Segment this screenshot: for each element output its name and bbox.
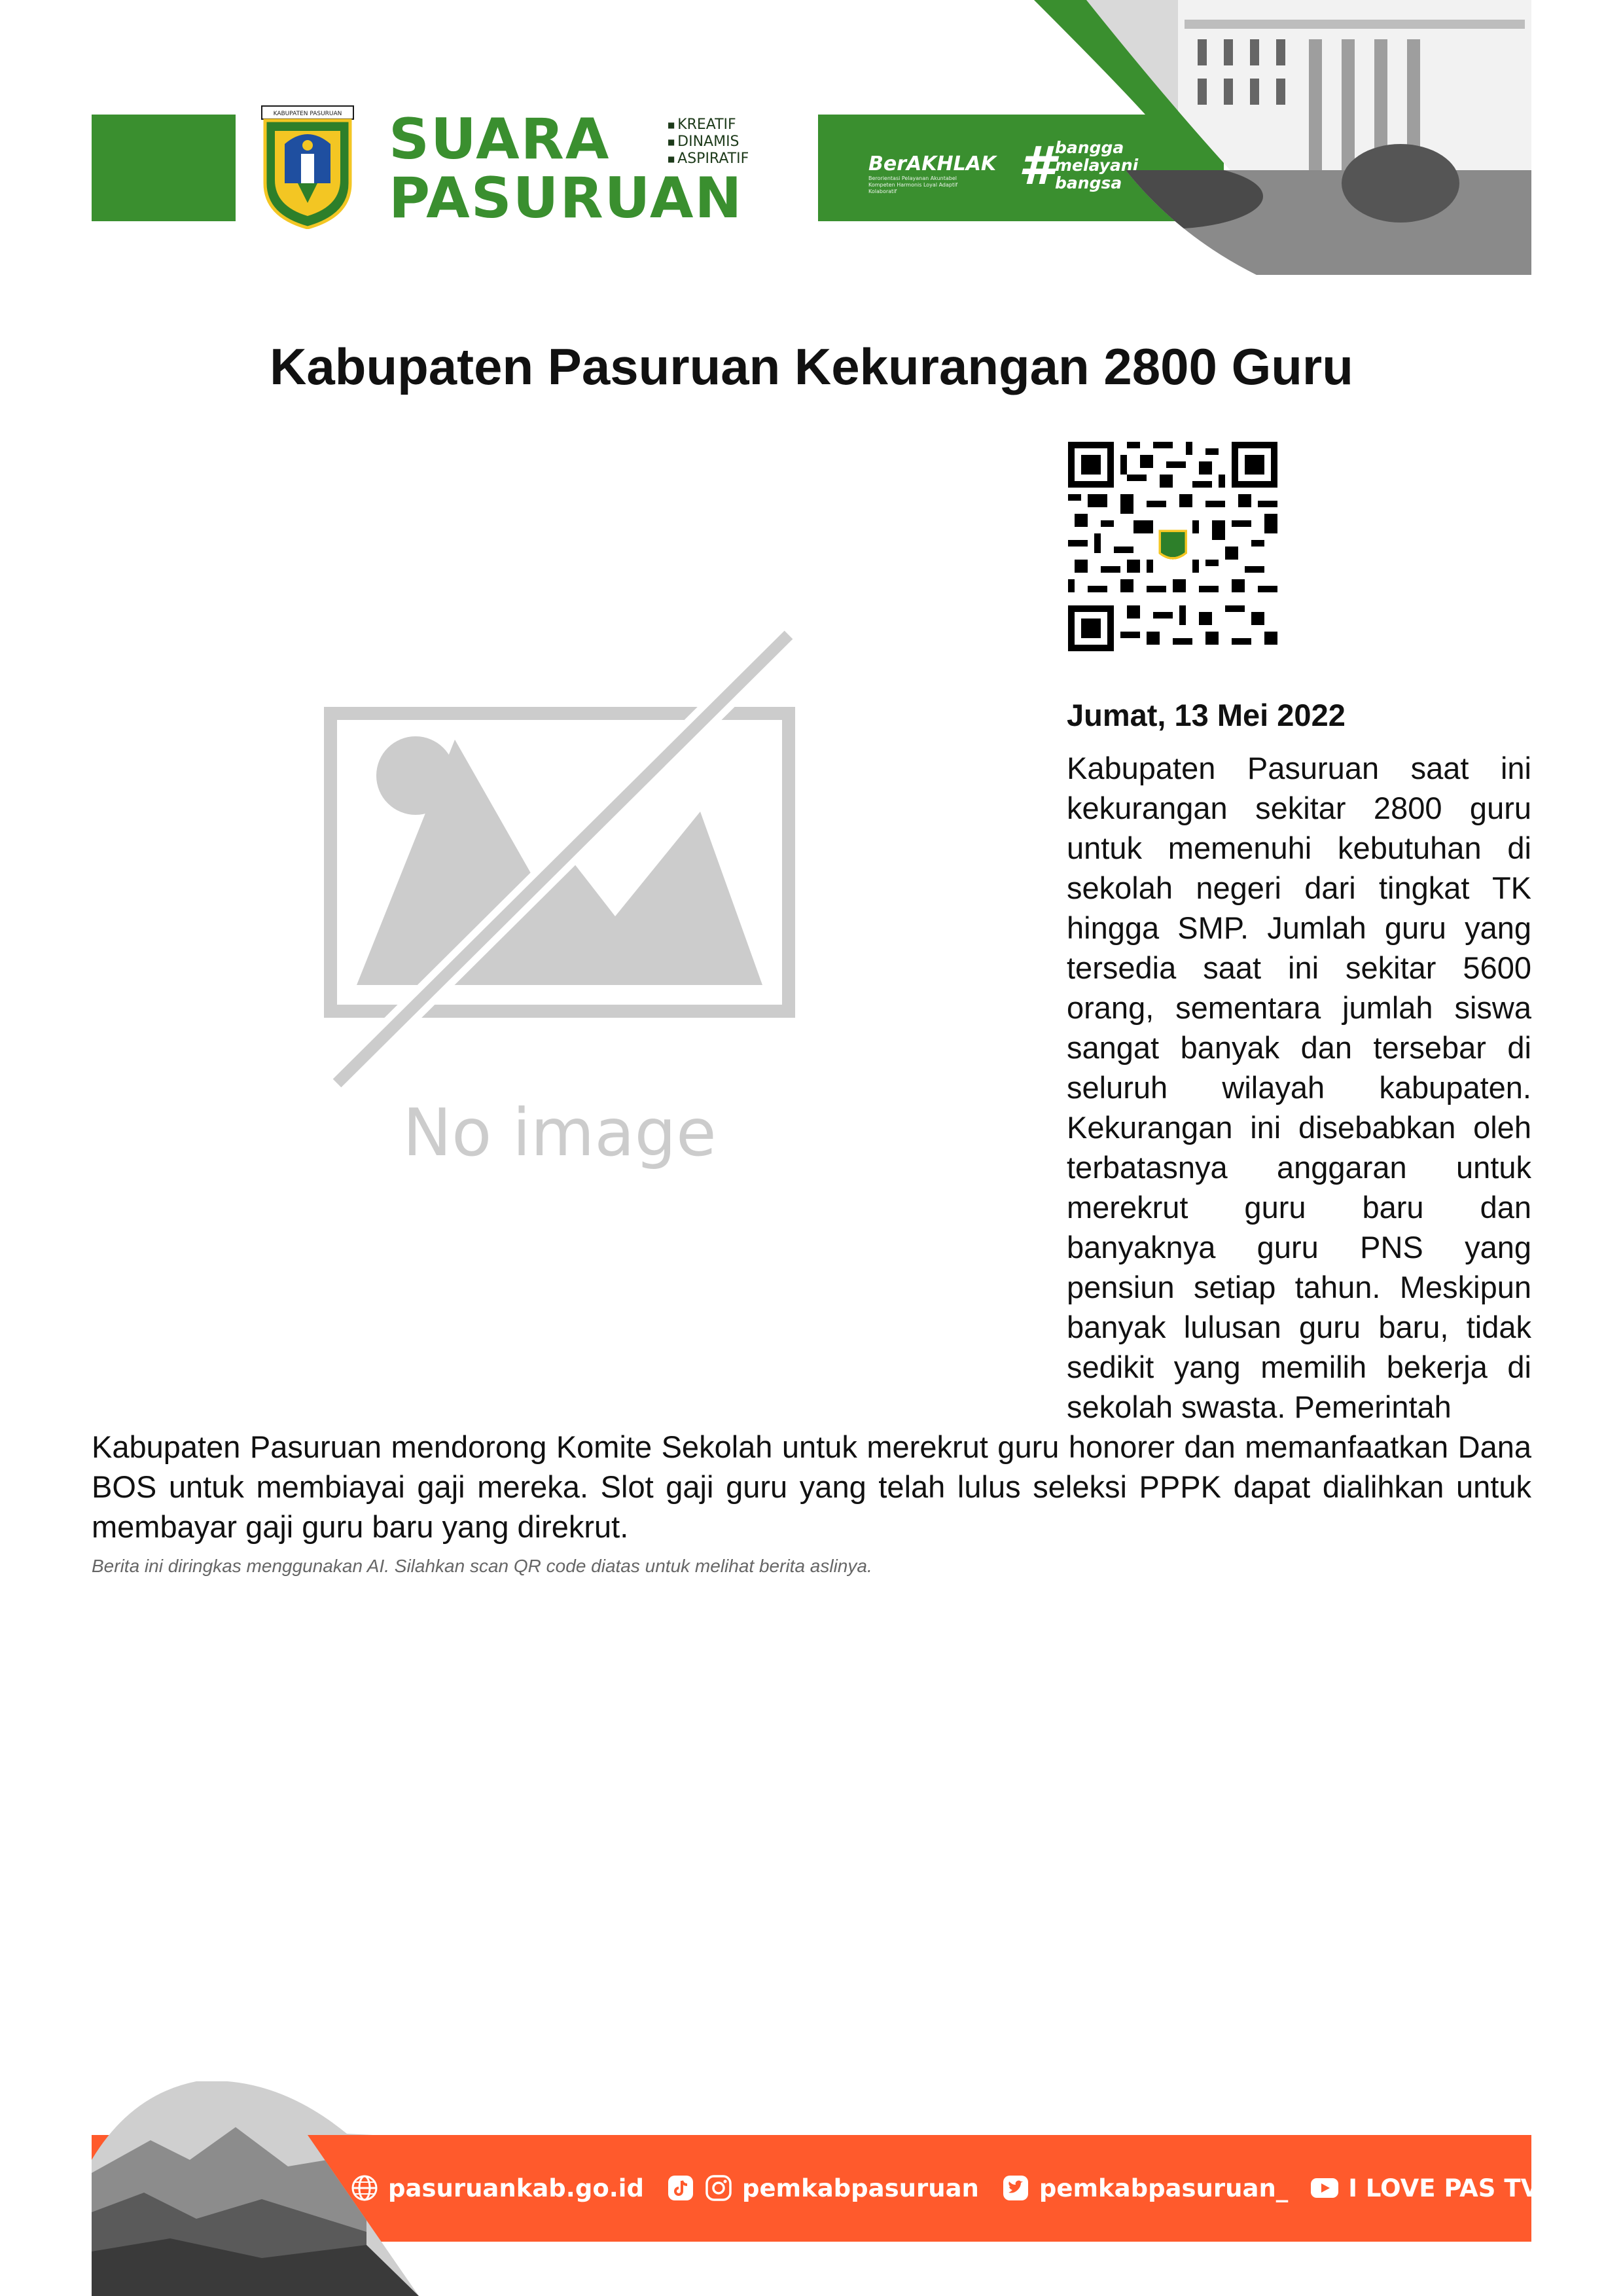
pasuruan-crest-logo xyxy=(259,105,357,229)
globe-icon xyxy=(350,2174,379,2202)
footer-social-links xyxy=(350,2172,1561,2204)
website-label: pasuruankab.go.id xyxy=(388,2174,644,2202)
article-body-column: Kabupaten Pasuruan saat ini kekurangan sekitar 2800 guru untuk memenuhi kebutuhan di sekolah negeri dari tingkat TK hingga SMP. Jumlah guru yang tersedia saat ini sekitar 5600 orang, sementara jumlah siswa sangat banyak dan tersebar di seluruh wilayah kabupaten. Kekurangan ini disebabkan oleh terbatasnya anggaran untuk merekrut guru baru dan banyaknya guru PNS yang pensiun setiap tahun. Meskipun banyak lulusan guru baru, tidak sedikit yang memilih bekerja di sekolah swasta. Pemerintah xyxy=(1067,751,1531,1424)
qr-code[interactable] xyxy=(1068,442,1277,651)
berakhlak-subtext: Berorientasi Pelayanan Akuntabel Kompeten Harmonis Loyal Adaptif Kolaboratif xyxy=(868,175,958,194)
hashtag-icon: # xyxy=(1018,135,1055,196)
tiktok-icon xyxy=(666,2174,695,2202)
brand-line1: SUARA xyxy=(389,107,611,172)
tagline-3: ■ ASPIRATIF xyxy=(668,151,749,168)
youtube-icon xyxy=(1310,2174,1339,2202)
no-image-label: No image xyxy=(402,1094,717,1171)
hashtag-word-3: bangsa xyxy=(1055,173,1122,192)
hashtag-word-2: melayani xyxy=(1055,156,1139,175)
twitter-icon xyxy=(1001,2174,1030,2202)
footer-youtube-link[interactable] xyxy=(1310,2174,1539,2202)
instagram-handle: pemkabpasuruan xyxy=(741,2174,979,2202)
brand-tagline xyxy=(668,117,749,168)
ai-summary-note: Berita ini diringkas menggunakan AI. Silahkan scan QR code diatas untuk melihat berita aslinya. xyxy=(92,1556,872,1576)
berakhlak-text: BerAKHLAK xyxy=(868,152,997,175)
footer-tiktok-instagram-link[interactable] xyxy=(666,2174,979,2202)
tagline-2: ■ DINAMIS xyxy=(668,134,749,151)
header-left-bar xyxy=(92,115,236,221)
berakhlak-logo xyxy=(868,152,996,195)
svg-text:KABUPATEN PASURUAN: KABUPATEN PASURUAN xyxy=(273,111,342,117)
hashtag-word-1: bangga xyxy=(1055,138,1124,157)
instagram-icon xyxy=(704,2174,733,2202)
twitter-handle: pemkabpasuruan_ xyxy=(1039,2174,1289,2202)
brand-line2: PASURUAN xyxy=(389,166,743,231)
footer-twitter-link[interactable] xyxy=(1001,2174,1288,2202)
footer-website-link[interactable] xyxy=(350,2174,644,2202)
tagline-1: ■ KREATIF xyxy=(668,117,749,134)
header-building-photo xyxy=(1034,0,1531,275)
youtube-channel: I LOVE PAS TV xyxy=(1348,2174,1540,2202)
article-body-full: Kabupaten Pasuruan mendorong Komite Sekolah untuk merekrut guru honorer dan memanfaatkan Dana BOS untuk membiayai gaji mereka. Slot gaji guru yang telah lulus seleksi PPPK dapat dialihkan untuk membayar gaji guru baru yang direkrut. xyxy=(92,1429,1531,1544)
no-image-placeholder xyxy=(321,628,805,1185)
article-date: Jumat, 13 Mei 2022 xyxy=(1067,698,1346,732)
article-title: Kabupaten Pasuruan Kekurangan 2800 Guru xyxy=(270,338,1353,395)
